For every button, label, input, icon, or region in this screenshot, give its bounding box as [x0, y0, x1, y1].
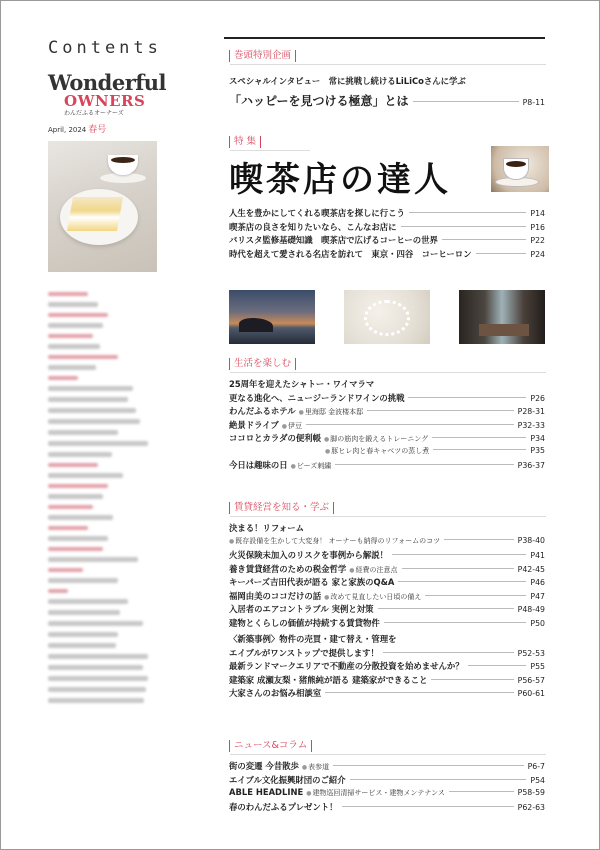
list-item: ● 既存設備を生かして大変身！ オーナーも納得のリフォームのコツ P38-40 — [229, 536, 545, 550]
list-item: 25周年を迎えたシャトー・ワイマラマ — [229, 379, 375, 389]
left-column — [48, 38, 168, 709]
list-item: 福岡由美のココだけの話 ● 改めて見直したい日頃の備え P47 — [229, 590, 545, 604]
section-label-feature: 特 集 — [229, 136, 309, 148]
rental-list — [229, 522, 545, 701]
section-label-special: 巻頭特別企画 — [229, 50, 545, 62]
cover-photo — [48, 141, 157, 272]
section-life — [229, 358, 545, 473]
special-title: 「ハッピーを見つける極意」とは — [229, 94, 409, 108]
list-item: わんだふるホテル ● 里海邸 金波楼本邸 P28-31 — [229, 405, 545, 419]
photo-seaside-sunset — [229, 290, 315, 344]
list-item: 最新ランドマークエリアで不動産の分散投資を始めませんか？ P55 — [229, 661, 545, 671]
list-item: キーパーズ吉田代表が語る 家と家族のQ&A P46 — [229, 577, 545, 587]
list-item: 絶景ドライブ ● 伊豆 P32-33 — [229, 419, 545, 433]
feature-coffee-photo — [491, 146, 549, 192]
list-item: 今日は趣味の日 ● ビーズ刺繍 P36-37 — [229, 459, 545, 473]
special-title-entry — [229, 92, 545, 108]
logo-word-owners: OWNERS — [64, 92, 146, 110]
section-rental — [229, 502, 545, 701]
section-news — [229, 740, 545, 814]
list-item: 人生を豊かにしてくれる喫茶店を探しに行こう P14 — [229, 208, 545, 218]
list-item: ● 豚ヒレ肉と春キャベツの蒸し煮 P35 — [229, 446, 545, 460]
list-item: 決まる！リフォーム — [229, 523, 304, 533]
logo-word-wonderful: Wonderful — [48, 70, 167, 95]
list-item: エイブルがワンストップで提供します！ P52-53 — [229, 647, 545, 658]
special-subtitle: スペシャルインタビュー 常に挑戦し続けるLiLiCoさんに学ぶ — [229, 76, 466, 86]
blurred-credits — [48, 292, 160, 703]
cover-sandwich — [67, 197, 123, 231]
list-item: 建築家 成瀬友梨・猪熊純が語る 建築家ができること P56-57 — [229, 674, 545, 685]
feature-title: 喫茶店の達人 — [229, 160, 451, 200]
list-item: 大家さんのお悩み相談室 P60-61 — [229, 688, 545, 698]
list-item: ココロとカラダの便利帳 ● 脚の筋肉を鍛えるトレーニング P34 — [229, 432, 545, 446]
photo-cafe-interior — [459, 290, 545, 344]
list-item: 更なる進化へ、ニュージーランドワインの挑戦 P26 — [229, 392, 545, 403]
list-item: 火災保険未加入のリスクを事例から解説！ P41 — [229, 550, 545, 560]
life-list — [229, 378, 545, 473]
cover-coffee-cup — [108, 155, 138, 175]
list-item: バリスタ監修基礎知識 喫茶店で広げるコーヒーの世界 P22 — [229, 235, 545, 245]
feature-list — [229, 207, 545, 261]
list-item: 時代を超えて愛される名店を訪れて 東京・四谷 コーヒーロン P24 — [229, 248, 545, 259]
contents-title: Contents — [48, 38, 162, 58]
top-rule — [224, 37, 545, 39]
magazine-logo — [48, 70, 168, 117]
list-item: 養き賃貸経営のための税金哲学 ● 経費の注意点 P42-45 — [229, 563, 545, 577]
list-item: 〈新築事例〉物件の売買・建て替え・管理を — [229, 634, 397, 644]
logo-subtitle: わんだふるオーナーズ — [64, 110, 124, 117]
section-label-rental: 賃貸経営を知る・学ぶ — [229, 502, 545, 514]
photo-strip — [229, 290, 545, 344]
issue-date: April, 2024 — [48, 126, 87, 134]
special-page: P8-11 — [522, 98, 545, 107]
list-item: エイブル文化振興財団のご紹介 P54 — [229, 774, 545, 785]
list-item: ABLE HEADLINE ● 建物巡回清掃サービス・建物メンテナンス P58-59 — [229, 787, 545, 801]
news-list — [229, 760, 545, 814]
issue-season: 春号 — [88, 125, 107, 135]
list-item: 春のわんだふるプレゼント！ P62-63 — [229, 801, 545, 812]
list-item: 建物とくらしの価値が持続する賃貸物件 P50 — [229, 617, 545, 628]
section-special — [229, 50, 545, 108]
section-feature — [229, 136, 545, 261]
photo-bead-embroidery — [344, 290, 430, 344]
section-label-life: 生活を楽しむ — [229, 358, 545, 370]
section-label-news: ニュース&コラム — [229, 740, 545, 752]
issue-info — [48, 122, 168, 135]
list-item: 街の変遷 今昔散歩 ● 表参道 P6-7 — [229, 760, 545, 774]
list-item: 入居者のエアコントラブル 実例と対策 P48-49 — [229, 604, 545, 614]
list-item: 喫茶店の良さを知りたいなら、こんなお店に P16 — [229, 221, 545, 232]
